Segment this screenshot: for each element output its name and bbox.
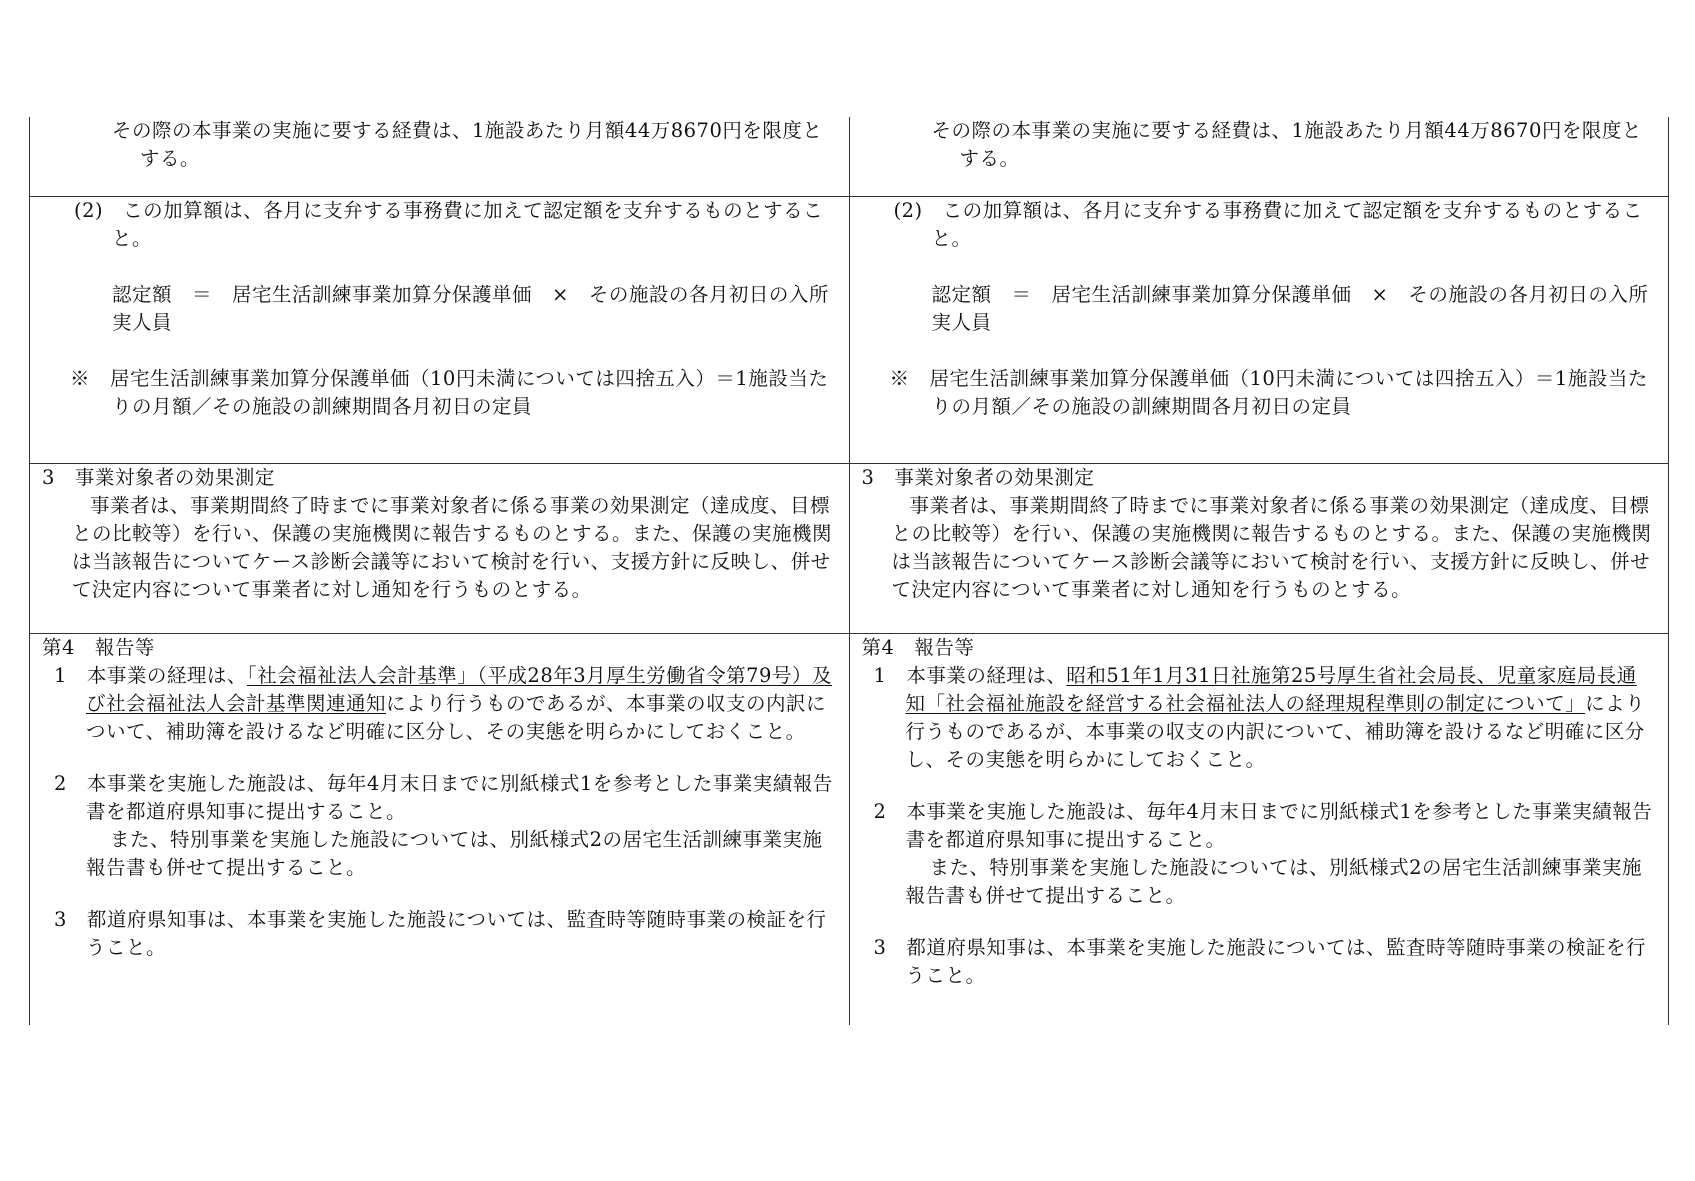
report-submission-item: 2 本事業を実施した施設は、毎年4月末日までに別紙様式1を参考とした事業実績報告書を都道府県知事に提出すること。 (873, 799, 1653, 851)
accounting-item-pre: 1 本事業の経理は、 (873, 663, 1067, 687)
accounting-item (862, 662, 1657, 774)
left-cell-reports (30, 633, 850, 1025)
special-project-report: また、特別事業を実施した施設については、別紙様式2の居宅生活訓練事業実施報告書も併せて提出すること。 (86, 827, 823, 879)
table-row (30, 463, 1669, 633)
accounting-standard-ref: 昭和51年1月31日社施第25号厚生省社会局長、児童家庭局長通知「社会福祉施設を経営する社会福祉法人の経理規程準則の制定について」 (905, 663, 1637, 715)
right-cell-addition (849, 196, 1669, 463)
budget-text: その際の本事業の実施に要する経費は、1施設あたり月額44万8670円を限度とする。 (931, 119, 1642, 170)
evaluation-heading: 3 事業対象者の効果測定 (861, 465, 1095, 489)
special-project-report: また、特別事業を実施した施設については、別紙様式2の居宅生活訓練事業実施報告書も併せて提出すること。 (905, 855, 1643, 907)
left-cell-budget (30, 117, 850, 196)
right-cell-evaluation (849, 463, 1669, 633)
audit-item: 3 都道府県知事は、本事業を実施した施設については、監査時等随時事業の検証を行うこと。 (873, 935, 1647, 987)
table-row (30, 196, 1669, 463)
table-row (30, 633, 1669, 1025)
addition-item: (2) この加算額は、各月に支弁する事務費に加えて認定額を支弁するものとすること。 (74, 198, 824, 250)
audit-item: 3 都道府県知事は、本事業を実施した施設については、監査時等随時事業の検証を行うこと。 (54, 907, 827, 959)
reports-heading: 第4 報告等 (861, 635, 975, 659)
accounting-item (42, 662, 837, 746)
reports-heading: 第4 報告等 (42, 635, 155, 659)
comparison-table (29, 117, 1669, 1025)
evaluation-heading: 3 事業対象者の効果測定 (42, 465, 275, 489)
right-cell-reports (849, 633, 1669, 1025)
table-row (30, 117, 1669, 196)
comparison-page (29, 117, 1669, 1025)
addition-item: (2) この加算額は、各月に支弁する事務費に加えて認定額を支弁するものとすること。 (893, 198, 1643, 250)
unit-price-note: ※ 居宅生活訓練事業加算分保護単価（10円未満については四捨五入）＝1施設当たりの月額／その施設の訓練期間各月初日の定員 (889, 366, 1648, 418)
budget-text: その際の本事業の実施に要する経費は、1施設あたり月額44万8670円を限度とする。 (112, 119, 823, 170)
accounting-item-pre: 1 本事業の経理は、 (54, 663, 247, 687)
accounting-item-post: により行うものであるが、本事業の収支の内訳について、補助簿を設けるなど明確に区分し、その実態を明らかにしておくこと。 (905, 691, 1646, 771)
accounting-item-post: により行うものであるが、本事業の収支の内訳について、補助簿を設けるなど明確に区分し、その実態を明らかにしておくこと。 (86, 691, 827, 743)
accounting-standard-ref: 「社会福祉法人会計基準」（平成28年3月厚生労働省令第79号）及び社会福祉法人会計基準関連通知 (86, 663, 832, 715)
formula-text: 認定額 ＝ 居宅生活訓練事業加算分保護単価 × その施設の各月初日の入所実人員 (931, 282, 1649, 334)
left-cell-evaluation (30, 463, 850, 633)
report-submission-item: 2 本事業を実施した施設は、毎年4月末日までに別紙様式1を参考とした事業実績報告書を都道府県知事に提出すること。 (54, 771, 833, 823)
evaluation-body: 事業者は、事業期間終了時までに事業対象者に係る事業の効果測定（達成度、目標との比較等）を行い、保護の実施機関に報告するものとする。また、保護の実施機関は当該報告についてケース診断会議等において検討を行い、支援方針に反映し、併せて決定内容について事業者に対し通知を行うものとする。 (72, 493, 833, 601)
evaluation-body: 事業者は、事業期間終了時までに事業対象者に係る事業の効果測定（達成度、目標との比較等）を行い、保護の実施機関に報告するものとする。また、保護の実施機関は当該報告についてケース診断会議等において検討を行い、支援方針に反映し、併せて決定内容について事業者に対し通知を行うものとする。 (891, 493, 1652, 601)
left-cell-addition (30, 196, 850, 463)
unit-price-note: ※ 居宅生活訓練事業加算分保護単価（10円未満については四捨五入）＝1施設当たりの月額／その施設の訓練期間各月初日の定員 (70, 366, 829, 418)
formula-text: 認定額 ＝ 居宅生活訓練事業加算分保護単価 × その施設の各月初日の入所実人員 (112, 282, 829, 334)
right-cell-budget (849, 117, 1669, 196)
